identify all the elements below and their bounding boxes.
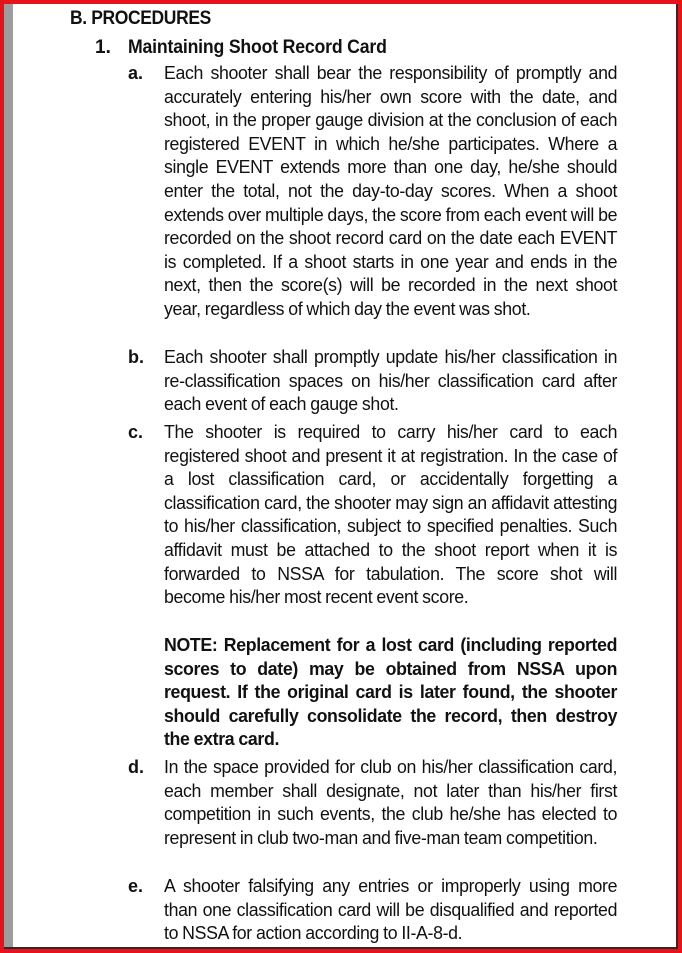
item-text: Each shooter shall bear the responsibility of promptly and accurately entering his/her own score with the date, and shoot, in the proper gauge division at the conclusion of each registered EVENT in which he/she participates. Where a single EVENT extends more than one day, he/she should enter the total, not the day-to-day scores. When a shoot extends over multiple days, the score from each event will be recorded on the shoot record card on the date each EVENT is completed. If a shoot starts in one year and ends in the next, then the score(s) will be recorded in the next shoot year, regardless of which day the event was shot. (164, 63, 618, 319)
item-letter: b. (128, 347, 144, 367)
section-heading: B. PROCEDURES (70, 8, 211, 29)
item-letter: c. (128, 422, 144, 442)
item-letter: e. (128, 876, 144, 896)
item-letter: a. (128, 63, 144, 83)
note-text: NOTE: Replacement for a lost card (including reported scores to date) may be obtained from NSSA upon request. If the original card is later found, the shooter should carefully consolidate the record, then destroy the extra card. (164, 635, 618, 750)
item-text: Each shooter shall promptly update his/her classification in re-classification spaces on his/her classification card after each event of each gauge shot. (164, 347, 618, 415)
subsection-title: Maintaining Shoot Record Card (128, 37, 387, 58)
item-text: The shooter is required to carry his/her card to each registered shoot and present it at registration. In the case of a lost classification card, or accidentally forgetting a classification card, the shooter may sign an affidavit attesting to his/her classification, subject to specified penalties. Such affidavit must be attached to the shoot report when it is forwarded to NSSA for tabulation. The score shot will become his/her most recent event score. (164, 422, 618, 608)
item-text: In the space provided for club on his/her classification card, each member shall designate, not later than his/her first competition in such events, the club he/she has elected to represent in club two-man and five-man team competition. (164, 757, 618, 848)
subsection-number: 1. (95, 37, 111, 58)
item-letter: d. (128, 757, 144, 777)
item-text: A shooter falsifying any entries or improperly using more than one classification card will be disqualified and reported to NSSA for action according to II-A-8-d. (164, 876, 618, 944)
